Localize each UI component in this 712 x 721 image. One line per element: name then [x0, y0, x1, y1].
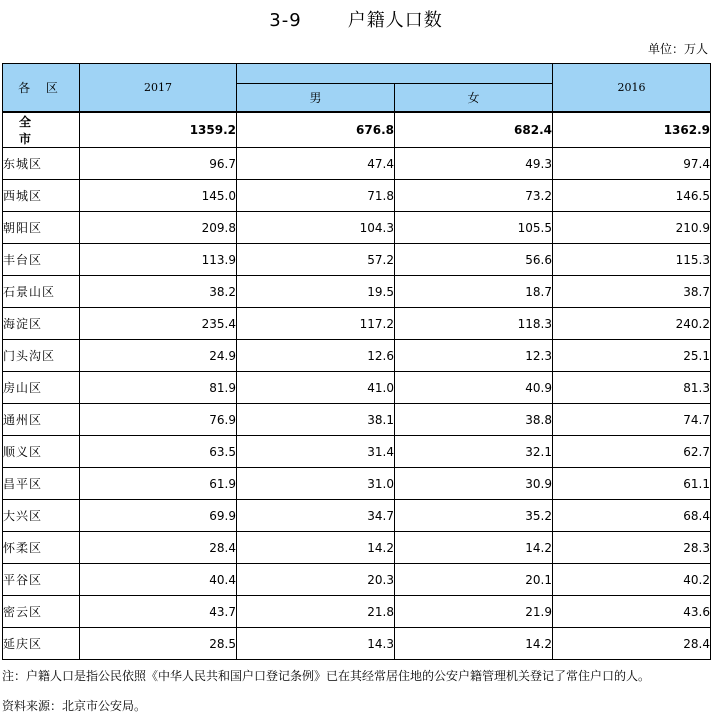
- region-name-cell: 大兴区: [3, 500, 80, 532]
- unit-label: 单位：万人: [647, 42, 708, 56]
- value-2016-cell: 74.7: [553, 404, 711, 436]
- value-2017-cell: 69.9: [80, 500, 237, 532]
- header-region: 各 区: [3, 64, 80, 113]
- table-title: 户籍人口数: [347, 10, 443, 31]
- population-table: [2, 63, 711, 660]
- value-2017-cell: 28.4: [80, 532, 237, 564]
- value-female-cell: 682.4: [395, 112, 553, 148]
- table-row-total: [3, 112, 711, 148]
- data-source: 资料来源：北京市公安局。: [2, 699, 147, 713]
- value-2016-cell: 81.3: [553, 372, 711, 404]
- value-2017-cell: 81.9: [80, 372, 237, 404]
- region-name-cell: 丰台区: [3, 244, 80, 276]
- value-2017-cell: 61.9: [80, 468, 237, 500]
- region-name-cell: 怀柔区: [3, 532, 80, 564]
- region-name-cell: 昌平区: [3, 468, 80, 500]
- value-2017-cell: 113.9: [80, 244, 237, 276]
- value-2017-cell: 43.7: [80, 596, 237, 628]
- value-female-cell: 56.6: [395, 244, 553, 276]
- value-male-cell: 117.2: [237, 308, 395, 340]
- region-name-cell: 石景山区: [3, 276, 80, 308]
- table-row: [3, 532, 711, 564]
- value-2016-cell: 43.6: [553, 596, 711, 628]
- region-name-cell: 房山区: [3, 372, 80, 404]
- page-title: [0, 6, 712, 32]
- value-male-cell: 38.1: [237, 404, 395, 436]
- value-2017-cell: 235.4: [80, 308, 237, 340]
- value-male-cell: 57.2: [237, 244, 395, 276]
- table-row: [3, 340, 711, 372]
- value-2016-cell: 115.3: [553, 244, 711, 276]
- value-female-cell: 30.9: [395, 468, 553, 500]
- value-female-cell: 49.3: [395, 148, 553, 180]
- header-male: 男: [237, 84, 395, 113]
- table-row: [3, 564, 711, 596]
- value-female-cell: 118.3: [395, 308, 553, 340]
- table-row: [3, 404, 711, 436]
- value-male-cell: 676.8: [237, 112, 395, 148]
- value-2016-cell: 240.2: [553, 308, 711, 340]
- value-male-cell: 31.0: [237, 468, 395, 500]
- region-name-cell: 西城区: [3, 180, 80, 212]
- table-row: [3, 308, 711, 340]
- value-2016-cell: 40.2: [553, 564, 711, 596]
- value-2016-cell: 38.7: [553, 276, 711, 308]
- value-2016-cell: 97.4: [553, 148, 711, 180]
- value-male-cell: 12.6: [237, 340, 395, 372]
- value-female-cell: 73.2: [395, 180, 553, 212]
- value-female-cell: 105.5: [395, 212, 553, 244]
- header-2016: 2016: [553, 64, 711, 113]
- value-male-cell: 21.8: [237, 596, 395, 628]
- value-female-cell: 38.8: [395, 404, 553, 436]
- table-row: [3, 180, 711, 212]
- value-female-cell: 20.1: [395, 564, 553, 596]
- value-male-cell: 20.3: [237, 564, 395, 596]
- table-number: 3-9: [269, 10, 302, 31]
- table-row: [3, 436, 711, 468]
- value-2017-cell: 145.0: [80, 180, 237, 212]
- value-female-cell: 32.1: [395, 436, 553, 468]
- region-name-cell: 朝阳区: [3, 212, 80, 244]
- table-row: [3, 244, 711, 276]
- table-row: [3, 372, 711, 404]
- value-male-cell: 34.7: [237, 500, 395, 532]
- value-male-cell: 14.3: [237, 628, 395, 660]
- value-2016-cell: 62.7: [553, 436, 711, 468]
- table-row: [3, 468, 711, 500]
- value-2016-cell: 61.1: [553, 468, 711, 500]
- region-name-cell: 延庆区: [3, 628, 80, 660]
- value-female-cell: 14.2: [395, 628, 553, 660]
- value-male-cell: 31.4: [237, 436, 395, 468]
- value-male-cell: 71.8: [237, 180, 395, 212]
- value-female-cell: 40.9: [395, 372, 553, 404]
- region-name-cell: 全 市: [3, 112, 80, 148]
- value-2017-cell: 24.9: [80, 340, 237, 372]
- value-2017-cell: 1359.2: [80, 112, 237, 148]
- region-name-cell: 密云区: [3, 596, 80, 628]
- header-gender-group: [237, 64, 553, 84]
- table-body: [3, 112, 711, 660]
- value-male-cell: 41.0: [237, 372, 395, 404]
- region-name-cell: 海淀区: [3, 308, 80, 340]
- footnote: 注：户籍人口是指公民依照《中华人民共和国户口登记条例》已在其经常居住地的公安户籍管理机关登记了常住户口的人。: [2, 669, 651, 683]
- value-2016-cell: 25.1: [553, 340, 711, 372]
- header-female: 女: [395, 84, 553, 113]
- value-female-cell: 14.2: [395, 532, 553, 564]
- value-2017-cell: 38.2: [80, 276, 237, 308]
- value-2016-cell: 210.9: [553, 212, 711, 244]
- region-name-cell: 东城区: [3, 148, 80, 180]
- value-female-cell: 21.9: [395, 596, 553, 628]
- value-2017-cell: 40.4: [80, 564, 237, 596]
- table-row: [3, 148, 711, 180]
- table-row: [3, 276, 711, 308]
- table-row: [3, 500, 711, 532]
- value-2016-cell: 28.4: [553, 628, 711, 660]
- value-2017-cell: 76.9: [80, 404, 237, 436]
- table-row: [3, 212, 711, 244]
- value-male-cell: 19.5: [237, 276, 395, 308]
- value-2016-cell: 28.3: [553, 532, 711, 564]
- value-2016-cell: 1362.9: [553, 112, 711, 148]
- value-2017-cell: 209.8: [80, 212, 237, 244]
- value-male-cell: 47.4: [237, 148, 395, 180]
- value-female-cell: 18.7: [395, 276, 553, 308]
- header-2017: 2017: [80, 64, 237, 113]
- region-name-cell: 门头沟区: [3, 340, 80, 372]
- region-name-cell: 顺义区: [3, 436, 80, 468]
- region-name-cell: 通州区: [3, 404, 80, 436]
- value-female-cell: 12.3: [395, 340, 553, 372]
- value-female-cell: 35.2: [395, 500, 553, 532]
- value-2017-cell: 63.5: [80, 436, 237, 468]
- value-male-cell: 14.2: [237, 532, 395, 564]
- table-row: [3, 596, 711, 628]
- table-row: [3, 628, 711, 660]
- value-2016-cell: 68.4: [553, 500, 711, 532]
- value-2016-cell: 146.5: [553, 180, 711, 212]
- value-2017-cell: 96.7: [80, 148, 237, 180]
- value-2017-cell: 28.5: [80, 628, 237, 660]
- region-name-cell: 平谷区: [3, 564, 80, 596]
- value-male-cell: 104.3: [237, 212, 395, 244]
